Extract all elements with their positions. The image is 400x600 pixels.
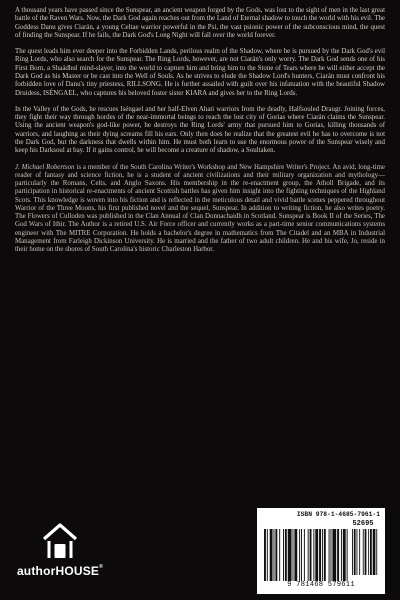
synopsis-paragraph-1: A thousand years have passed since the Sunspear, an ancient weapon forged by the Gods, was lost to the sight of men in the last great battle of the Raven Wars. Now, the Dark God again reaches out from the Land of Eternal shadow to touch the world with his evil. The Goddess Danu gives Ciarán, a young Celtae warrior powerful in the Psi, the vast psionic power of the subconscious mind, the quest of finding the Sunspear. If he fails, the Dark God's Long Night will fall over the world forever. (15, 7, 385, 39)
author-name: J. Michael Robertson (15, 163, 75, 171)
synopsis-paragraph-2: The quest leads him ever deeper into the Forbidden Lands, perilous realm of the Shadow, where he is pursued by the Dark God's evil Ring Lords, who also search for the Sunspear. The Ring Lords, however, are not Ciarán's only worry. The Dark God sends one of his First Born, a Shaádhul mind-slayer, into the world to capture him and bring him to the Stone of Tears where he will either accept the Dark God as his Master or be cast into the Well of Souls. As he strives to elude the Shadow Lord's hunters, Ciarán must confront his forbidden love of Danu's tiny priestess, RILLSONG. He is further assailed with guilt over his infatuation with the beautiful Shadow Druidess, ISÉNGAEL, who captures his beloved foster sister KIARA and gives her to the Ring Lords. (15, 48, 385, 97)
isbn-label: ISBN 978-1-4685-7961-1 (296, 511, 380, 518)
author-bio (15, 164, 385, 255)
price-code: 52695 (352, 520, 374, 528)
barcode-icon (264, 529, 380, 581)
ean-digits: 9 781468 579611 (287, 581, 355, 589)
publisher-logo (15, 520, 105, 590)
cover-footer (0, 508, 400, 600)
publisher-name: authorHOUSE® (16, 564, 104, 578)
author-bio-text: is a member of the South Carolina Writer's Workshop and New Hampshire Writer's Project. An avid, long-time reader of fantasy and science fiction, he is a student of ancient civilizations and their military organization and mythology—particularly the Romans, Celts, and Anglo Saxons. His membership in the re-enactment group, the Atholl Brigade, and its participation in historical re-enactments of ancient Scottish battles has given him insight into the fighting techniques of the Highland Scots. This knowledge is woven into his fiction and is reflected in the meticulous detail and vivid battle scenes peppered throughout Warrior of the Three Moons, his first published novel and the sequel, Sunspear. In addition to writing fiction, he also writes poetry. The Flowers of Culloden was published in the Clan Annual of Clan Donnachaidh in Scotland. Sunspear is Book II of the Series, The God Wars of Ithir. The Author is a retired U.S. Air Force officer and currently works as a part-time senior communications systems engineer with The MITRE Corporation. He holds a bachelor's degree in mathematics from The Citadel and an MBA in Industrial Management from Farleigh Dickinson University. He is married and the father of two adult children. He and his wife, Jo, reside in their home on the shores of South Carolina's historic Charleston Harbor. (15, 163, 385, 254)
isbn-barcode (257, 508, 385, 594)
authorhouse-logo-icon (40, 520, 80, 562)
cover-copy (15, 7, 385, 263)
synopsis-paragraph-3: In the Valley of the Gods, he rescues Iséngael and her half-Elven Ahati warriors from the deadly, Halfsouled Draugr. Joining forces, they fight their way through hordes of the near-immortal beings to reach the lost city of Gorias where Ciarán claims the Sunspear. Using the ancient weapon's god-like power, he destroys the Ring Lords' army that pursued him to Gorias, killing thousands of warriors, and laughing as their dying screams fill his ears. Only then does he realize that the greatest evil he has to overcome is not the Dark God, but the darkness that dwells within him. He must both learn to use the enormous power of the Sunspear wisely and keep his Darksoul at bay. If it gains control, he will become a creature of shadow, a Soultaken. (15, 105, 385, 155)
